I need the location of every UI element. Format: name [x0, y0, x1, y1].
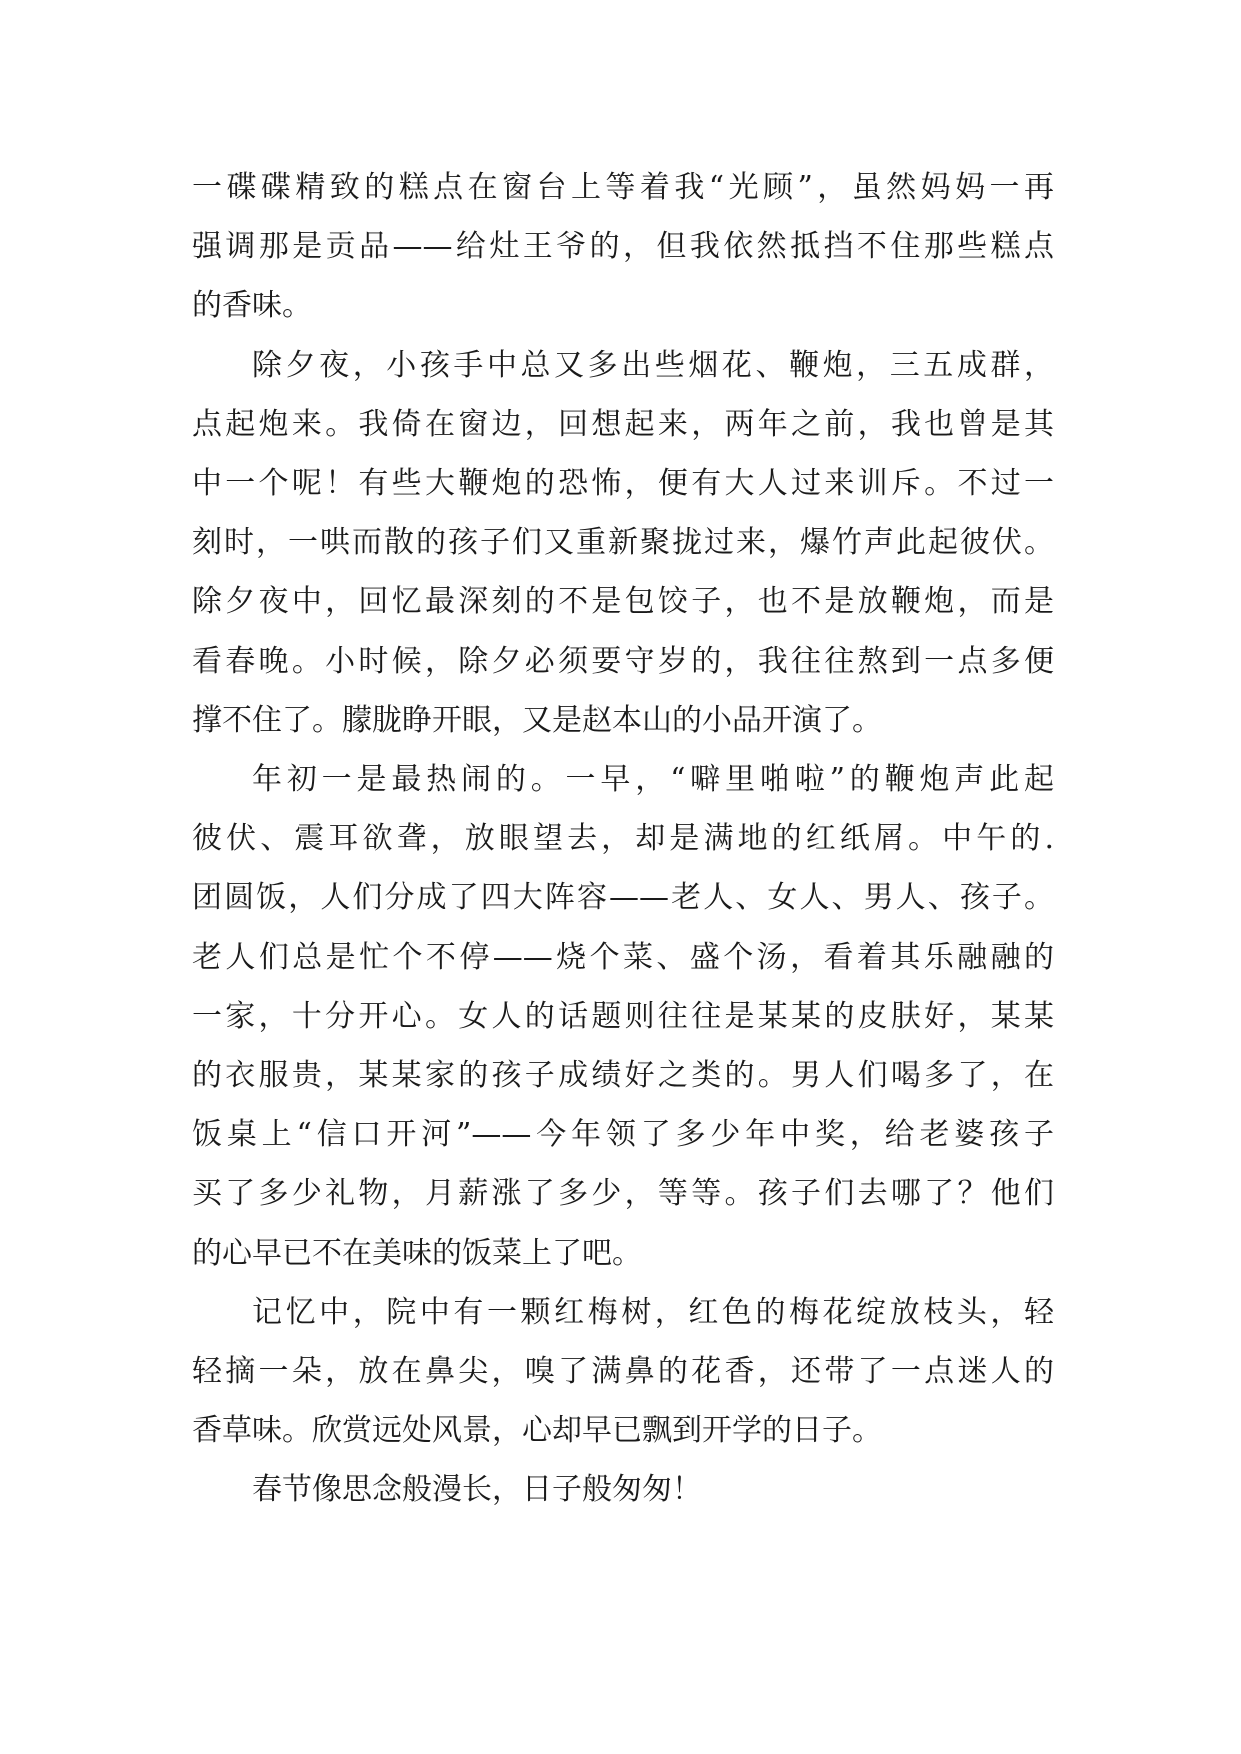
- text-line: 老人们总是忙个不停——烧个菜、盛个汤，看着其乐融融的: [192, 939, 1054, 975]
- text-line: 强调那是贡品——给灶王爷的，但我依然抵挡不住那些糕点: [192, 229, 1054, 265]
- text-line: 彼伏、震耳欲聋，放眼望去，却是满地的红纸屑。中午的.: [192, 821, 1054, 857]
- text-line: 撑不住了。朦胧睁开眼，又是赵本山的小品开演了。: [192, 702, 882, 738]
- text-line: 团圆饭，人们分成了四大阵容——老人、女人、男人、孩子。: [192, 880, 1054, 916]
- text-line: 的香味。: [192, 288, 312, 324]
- text-line: 香草味。欣赏远处风景，心却早已飘到开学的日子。: [192, 1413, 882, 1449]
- text-line: 年初一是最热闹的。一早，“噼里啪啦”的鞭炮声此起: [252, 762, 1054, 798]
- text-line: 的衣服贵，某某家的孩子成绩好之类的。男人们喝多了，在: [192, 1058, 1054, 1094]
- paragraph-3: [192, 750, 1054, 1283]
- text-line: 点起炮来。我倚在窗边，回想起来，两年之前，我也曾是其: [192, 406, 1054, 442]
- text-line: 看春晚。小时候，除夕必须要守岁的，我往往熬到一点多便: [192, 643, 1054, 679]
- text-line: 的心早已不在美味的饭菜上了吧。: [192, 1235, 642, 1271]
- text-line: 买了多少礼物，月薪涨了多少，等等。孩子们去哪了？他们: [192, 1176, 1054, 1212]
- paragraph-1: [192, 158, 1054, 336]
- text-line: 中一个呢！有些大鞭炮的恐怖，便有大人过来训斥。不过一: [192, 466, 1054, 502]
- paragraph-4: [192, 1283, 1054, 1461]
- text-line: 轻摘一朵，放在鼻尖，嗅了满鼻的花香，还带了一点迷人的: [192, 1354, 1054, 1390]
- text-line: 除夕夜，小孩手中总又多出些烟花、鞭炮，三五成群，: [252, 347, 1054, 383]
- text-line: 春节像思念般漫长，日子般匆匆！: [252, 1472, 702, 1508]
- paragraph-2: [192, 336, 1054, 750]
- text-line: 饭桌上“信口开河”——今年领了多少年中奖，给老婆孩子: [192, 1117, 1054, 1153]
- text-line: 一家，十分开心。女人的话题则往往是某某的皮肤好，某某: [192, 998, 1054, 1034]
- document-body: [192, 158, 1054, 1520]
- text-line: 刻时，一哄而散的孩子们又重新聚拢过来，爆竹声此起彼伏。: [192, 525, 1054, 561]
- paragraph-5: [192, 1460, 1054, 1519]
- text-line: 除夕夜中，回忆最深刻的不是包饺子，也不是放鞭炮，而是: [192, 584, 1054, 620]
- text-line: 记忆中，院中有一颗红梅树，红色的梅花绽放枝头，轻: [252, 1294, 1054, 1330]
- text-line: 一碟碟精致的糕点在窗台上等着我“光顾”，虽然妈妈一再: [192, 170, 1054, 205]
